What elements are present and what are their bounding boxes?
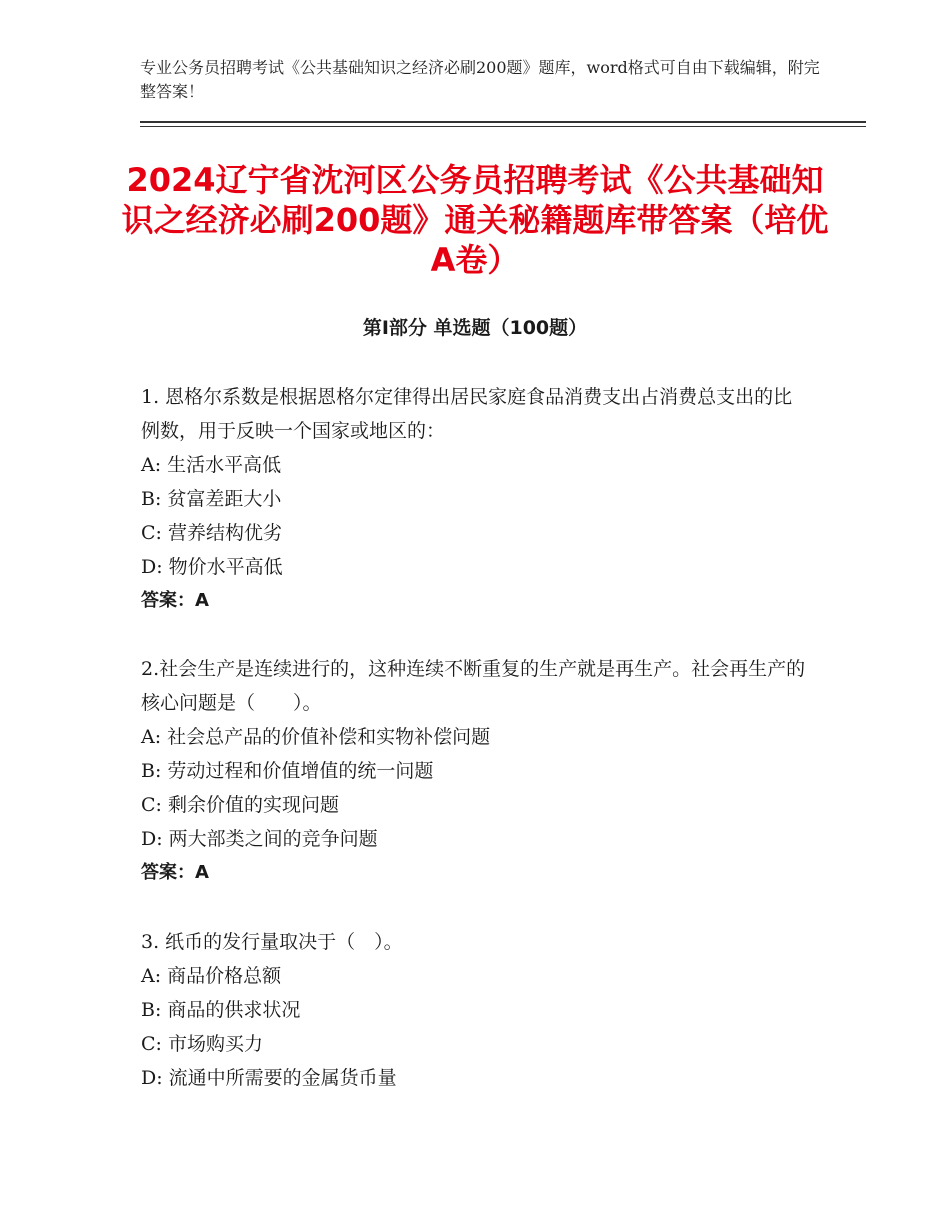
- question-stem: 2.社会生产是连续进行的，这种连续不断重复的生产就是再生产。社会再生产的核心问题是（ ）。: [141, 658, 806, 714]
- header-divider-thick: [140, 121, 866, 123]
- option-a: A: 商品价格总额: [141, 965, 282, 987]
- document-title: 2024辽宁省沈河区公务员招聘考试《公共基础知识之经济必刷200题》通关秘籍题库带答案（培优A卷）: [121, 161, 829, 279]
- option-c: C: 剩余价值的实现问题: [141, 794, 339, 816]
- question-1: [141, 380, 811, 618]
- option-d: D: 物价水平高低: [141, 556, 283, 578]
- answer: 答案：A: [141, 590, 209, 611]
- option-a: A: 社会总产品的价值补偿和实物补偿问题: [141, 726, 491, 748]
- option-d: D: 两大部类之间的竞争问题: [141, 828, 378, 850]
- option-b: B: 商品的供求状况: [141, 999, 301, 1021]
- question-2: [141, 652, 811, 890]
- option-b: B: 贫富差距大小: [141, 488, 282, 510]
- header-divider-thin: [140, 126, 866, 127]
- option-a: A: 生活水平高低: [141, 454, 282, 476]
- question-stem: 3. 纸币的发行量取决于（ ）。: [141, 931, 403, 953]
- option-c: C: 市场购买力: [141, 1033, 263, 1055]
- section-heading: 第Ⅰ部分 单选题（100题）: [362, 317, 588, 339]
- option-b: B: 劳动过程和价值增值的统一问题: [141, 760, 434, 782]
- question-stem: 1. 恩格尔系数是根据恩格尔定律得出居民家庭食品消费支出占消费总支出的比例数，用于反映一个国家或地区的：: [141, 386, 793, 442]
- answer: 答案：A: [141, 862, 209, 883]
- header-note: 专业公务员招聘考试《公共基础知识之经济必刷200题》题库，word格式可自由下载编辑，附完整答案！: [140, 58, 820, 101]
- option-c: C: 营养结构优劣: [141, 522, 282, 544]
- option-d: D: 流通中所需要的金属货币量: [141, 1067, 397, 1089]
- question-3: [141, 925, 811, 1095]
